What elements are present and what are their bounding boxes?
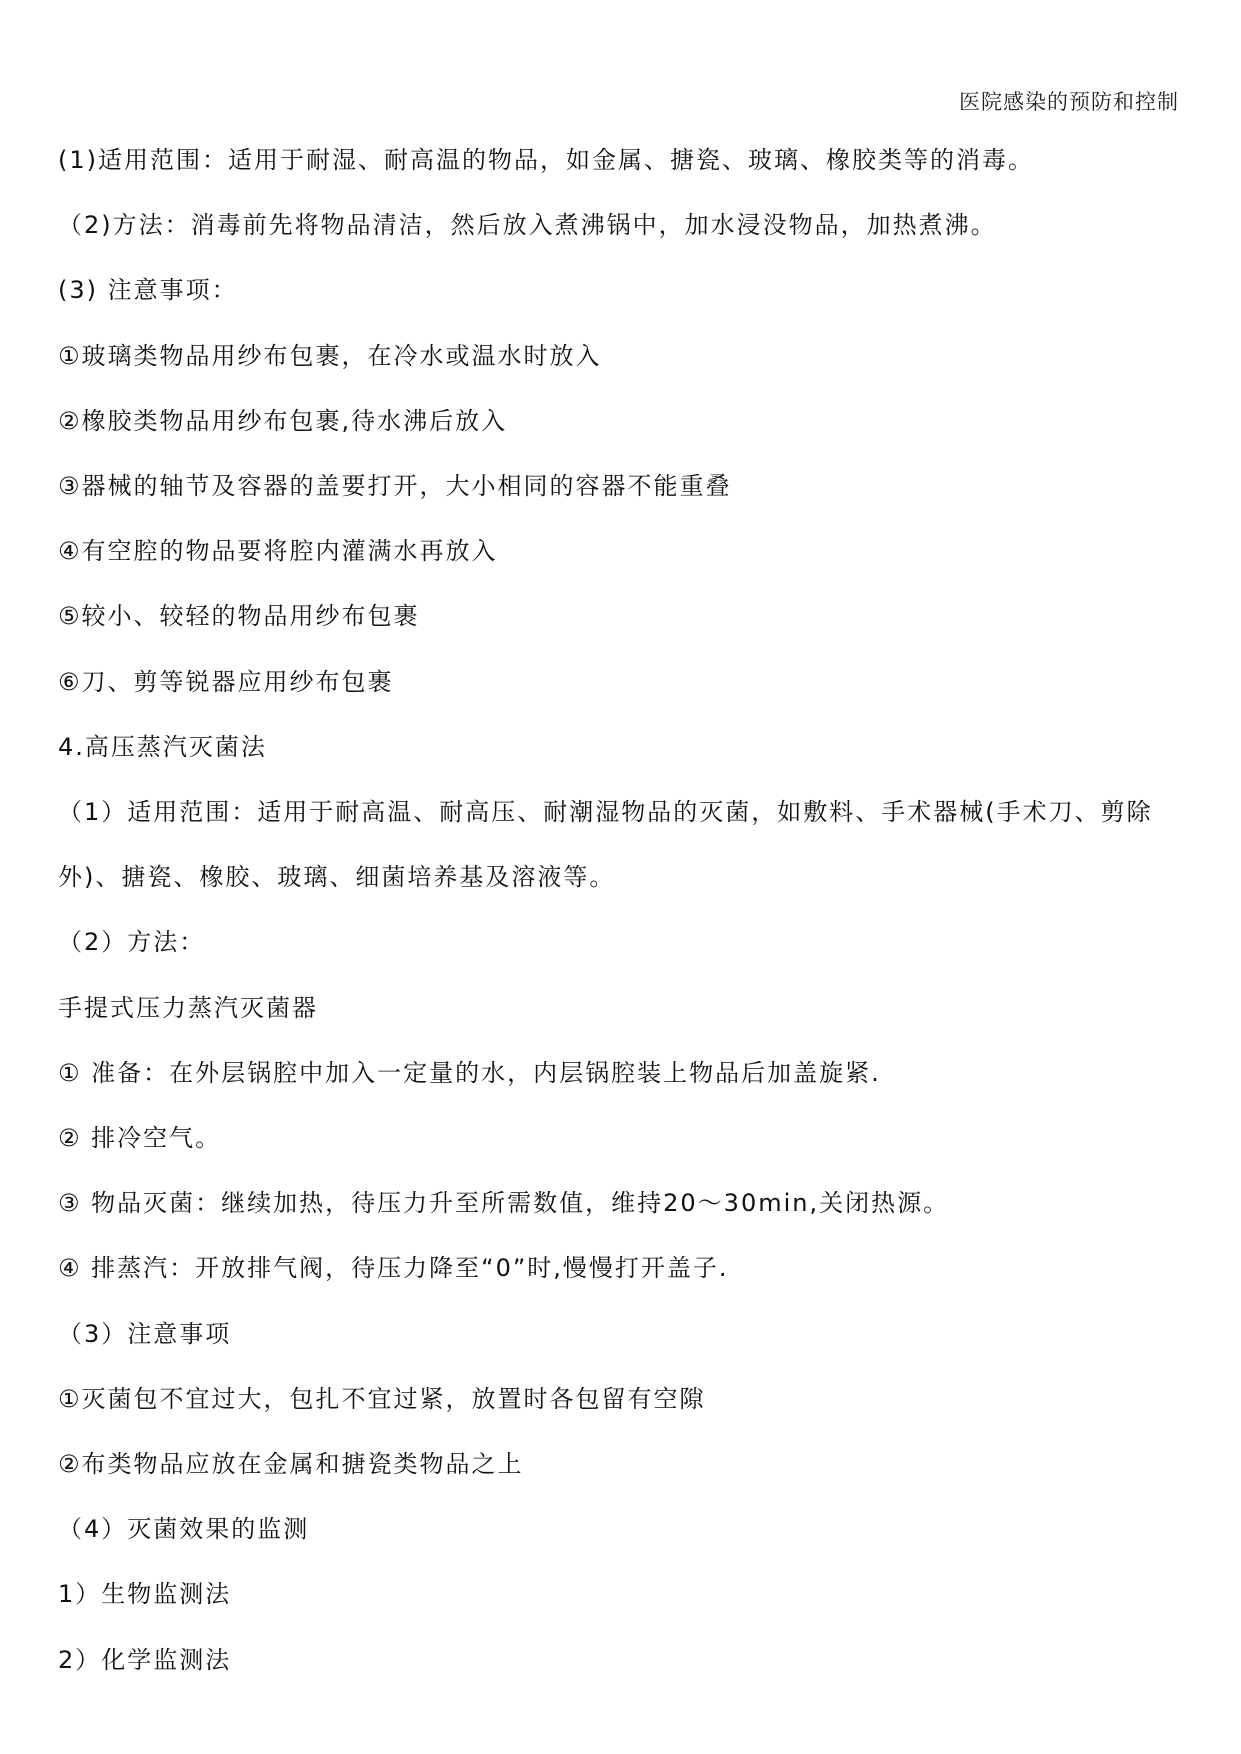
section-heading: 4.高压蒸汽灭菌法 (58, 732, 267, 761)
paragraph: (3) 注意事项： (58, 276, 238, 305)
paragraph: (1)适用范围：适用于耐湿、耐高温的物品，如金属、搪瓷、玻璃、橡胶类等的消毒。 (58, 146, 1034, 174)
paragraph: （3）注意事项 (58, 1319, 232, 1348)
list-item: ⑥刀、剪等锐器应用纱布包裹 (58, 667, 394, 696)
paragraph: （4）灭菌效果的监测 (58, 1515, 310, 1544)
list-item: ① 准备：在外层锅腔中加入一定量的水，内层锅腔装上物品后加盖旋紧. (58, 1058, 881, 1087)
list-item: ②橡胶类物品用纱布包裹,待水沸后放入 (58, 406, 508, 435)
list-item: ③器械的轴节及容器的盖要打开，大小相同的容器不能重叠 (58, 472, 732, 501)
paragraph: 手提式压力蒸汽灭菌器 (58, 993, 318, 1022)
page-header: 医院感染的预防和控制 (959, 90, 1179, 114)
list-item: ④ 排蒸汽：开放排气阀，待压力降至“0”时,慢慢打开盖子. (58, 1254, 729, 1283)
list-item: 2）化学监测法 (58, 1645, 232, 1674)
paragraph: （1）适用范围：适用于耐高温、耐高压、耐潮湿物品的灭菌，如敷料、手术器械(手术刀、剪除外)、搪瓷、橡胶、玻璃、细菌培养基及溶液等。 (58, 798, 1153, 892)
list-item: ② 排冷空气。 (58, 1124, 222, 1153)
paragraph: （2)方法：消毒前先将物品清洁，然后放入煮沸锅中，加水浸没物品，加热煮沸。 (58, 211, 997, 240)
document-body (58, 128, 1188, 1693)
paragraph: （2）方法： (58, 928, 206, 957)
list-item: ①灭菌包不宜过大，包扎不宜过紧，放置时各包留有空隙 (58, 1384, 706, 1413)
list-item: ①玻璃类物品用纱布包裹，在冷水或温水时放入 (58, 341, 602, 370)
list-item: ④有空腔的物品要将腔内灌满水再放入 (58, 537, 498, 566)
list-item: ②布类物品应放在金属和搪瓷类物品之上 (58, 1450, 524, 1479)
list-item: ⑤较小、较轻的物品用纱布包裹 (58, 602, 420, 631)
list-item: 1）生物监测法 (58, 1580, 232, 1609)
list-item: ③ 物品灭菌：继续加热，待压力升至所需数值，维持20～30min,关闭热源。 (58, 1189, 950, 1218)
